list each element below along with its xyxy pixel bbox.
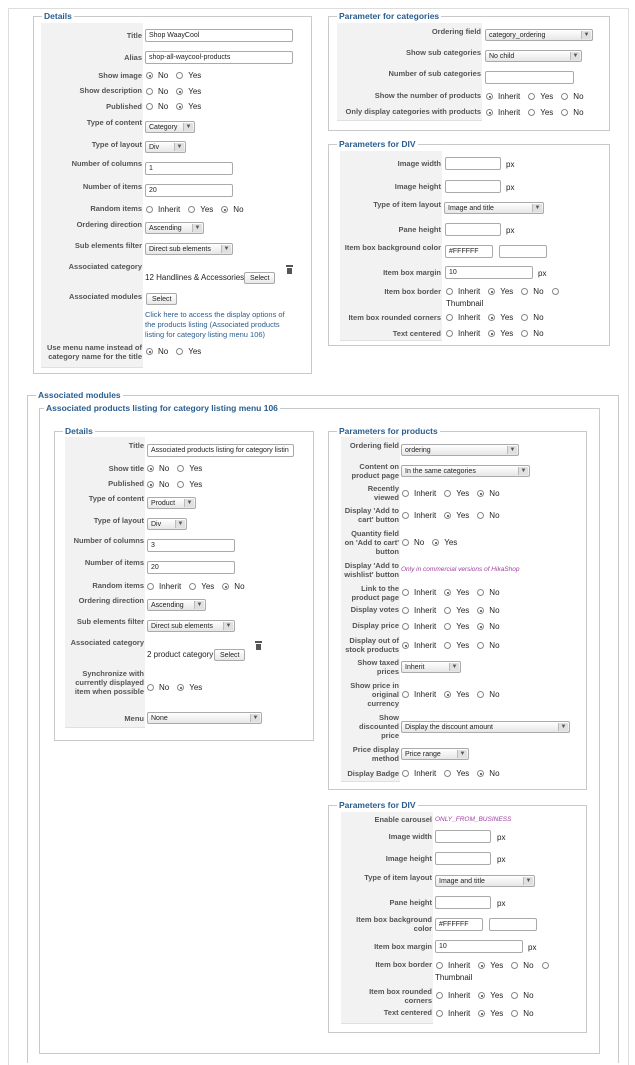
type-layout-label: Type of layout: [91, 140, 142, 149]
prod-ordering-field-label: Ordering field: [349, 441, 399, 450]
assoc-border-label: Item box border: [375, 960, 432, 969]
associated-modules-legend: Associated modules: [38, 390, 121, 400]
title-label: Title: [126, 31, 142, 40]
radio-yes[interactable]: [528, 109, 535, 116]
bg-color-label: Item box background color: [344, 243, 441, 252]
recently-viewed-radios: Inherit Yes No: [402, 489, 500, 499]
published-label: Published: [106, 102, 142, 111]
radio-no[interactable]: [221, 206, 228, 213]
random-items-label: Random items: [90, 204, 142, 213]
assoc-type-content-label: Type of content: [88, 494, 144, 503]
sync-label: Synchronize with currently displayed item when possible: [74, 669, 144, 696]
chevron-down-icon: ▼: [570, 52, 580, 60]
radio-yes[interactable]: [444, 607, 451, 614]
assoc-type-layout-label: Type of layout: [93, 516, 144, 525]
radio-thumbnail[interactable]: [542, 962, 549, 969]
price-radios: Inherit Yes No: [402, 622, 500, 632]
discounted-label: Show discounted price: [358, 713, 399, 740]
radio-yes[interactable]: [488, 288, 495, 295]
badge-radios: Inherit Yes No: [402, 769, 500, 779]
assoc-div-legend: Parameters for DIV: [339, 800, 416, 810]
chevron-down-icon: ▼: [532, 204, 542, 212]
assoc-image-height-input[interactable]: [435, 852, 491, 865]
radio-no[interactable]: [521, 314, 528, 321]
recently-viewed-label: Recently viewed: [367, 484, 399, 502]
num-sub-input[interactable]: [485, 71, 574, 84]
radio-yes[interactable]: [177, 481, 184, 488]
assoc-published-radios: No Yes: [147, 480, 202, 490]
radio-inherit[interactable]: [486, 93, 493, 100]
assoc-item-layout-label: Type of item layout: [364, 873, 432, 882]
rounded-label: Item box rounded corners: [348, 313, 441, 322]
radio-yes[interactable]: [444, 512, 451, 519]
show-description-radios: No Yes: [146, 87, 201, 97]
assoc-category-label: Associated category: [68, 262, 142, 271]
assoc-margin-label: Item box margin: [374, 942, 432, 951]
num-items-input[interactable]: 20: [145, 184, 233, 197]
assoc-num-items-input[interactable]: 20: [147, 561, 235, 574]
show-title-label: Show title: [108, 464, 144, 473]
num-items-label: Number of items: [82, 182, 142, 191]
out-of-stock-radios: Inherit Yes No: [402, 641, 500, 651]
assoc-title-label: Title: [128, 441, 144, 450]
assoc-centered-radios: Inherit Yes No: [436, 1009, 534, 1019]
pane-height-label: Pane height: [398, 225, 441, 234]
chevron-down-icon: ▼: [192, 224, 202, 232]
radio-yes[interactable]: [488, 330, 495, 337]
radio-yes[interactable]: [177, 465, 184, 472]
wishlist-label: Display 'Add to wishlist' button: [344, 561, 399, 579]
border-label: Item box border: [384, 287, 441, 296]
assoc-type-layout-select[interactable]: Div ▼: [147, 518, 187, 530]
chevron-down-icon: ▼: [457, 750, 467, 758]
show-image-radios: No Yes: [146, 71, 201, 81]
title-input[interactable]: Shop WaayCool: [145, 29, 293, 42]
radio-inherit[interactable]: [446, 288, 453, 295]
sync-radios: No Yes: [147, 683, 202, 693]
taxed-select[interactable]: Inherit ▼: [401, 661, 461, 673]
radio-inherit[interactable]: [146, 206, 153, 213]
radio-no[interactable]: [477, 691, 484, 698]
show-title-radios: No Yes: [147, 464, 202, 474]
px-label: px: [497, 899, 506, 908]
chevron-down-icon: ▼: [581, 31, 591, 39]
margin-input[interactable]: 10: [445, 266, 533, 279]
assoc-border-radios: Inherit Yes No: [436, 961, 554, 971]
div-legend: Parameters for DIV: [339, 139, 416, 149]
radio-no[interactable]: [146, 88, 153, 95]
radio-yes[interactable]: [478, 962, 485, 969]
px-label: px: [497, 855, 506, 864]
assoc-category-value: 12 Handlines & Accessories: [145, 273, 245, 282]
select-category-button[interactable]: Select: [244, 272, 275, 284]
radio-inherit[interactable]: [402, 691, 409, 698]
published-radios: No Yes: [146, 102, 201, 112]
radio-inherit[interactable]: [436, 1010, 443, 1017]
thumbnail-label: Thumbnail: [446, 299, 484, 308]
radio-yes[interactable]: [528, 93, 535, 100]
radio-inherit[interactable]: [446, 330, 453, 337]
radio-yes[interactable]: [444, 623, 451, 630]
assoc-type-content-select[interactable]: Product ▼: [147, 497, 196, 509]
radio-yes[interactable]: [176, 103, 183, 110]
radio-yes[interactable]: [432, 539, 439, 546]
radio-yes[interactable]: [478, 1010, 485, 1017]
trash-icon[interactable]: [286, 265, 293, 274]
assoc-rounded-radios: Inherit Yes No: [436, 991, 534, 1001]
radio-inherit[interactable]: [402, 490, 409, 497]
chevron-down-icon: ▼: [174, 143, 184, 151]
link-product-label: Link to the product page: [351, 584, 399, 602]
radio-yes[interactable]: [176, 88, 183, 95]
carousel-value: ONLY_FROM_BUSINESS: [435, 816, 512, 823]
radio-yes[interactable]: [444, 589, 451, 596]
taxed-label: Show taxed prices: [357, 658, 399, 676]
assoc-pane-height-input[interactable]: [435, 896, 491, 909]
assoc-image-width-input[interactable]: [435, 830, 491, 843]
px-label: px: [506, 160, 515, 169]
assoc-pane-height-label: Pane height: [389, 898, 432, 907]
px-label: px: [506, 183, 515, 192]
assoc-select-category-button[interactable]: Select: [214, 649, 245, 661]
assoc-published-label: Published: [108, 479, 144, 488]
radio-no[interactable]: [147, 684, 154, 691]
type-content-label: Type of content: [86, 118, 142, 127]
show-description-label: Show description: [79, 86, 142, 95]
radio-no[interactable]: [561, 109, 568, 116]
chevron-down-icon: ▼: [183, 123, 193, 131]
radio-no[interactable]: [147, 465, 154, 472]
radio-inherit[interactable]: [147, 583, 154, 590]
add-to-cart-label: Display 'Add to cart' button: [344, 506, 399, 524]
radio-thumbnail[interactable]: [552, 288, 559, 295]
chevron-down-icon: ▼: [518, 467, 528, 475]
px-label: px: [497, 833, 506, 842]
radio-no[interactable]: [521, 288, 528, 295]
use-menu-name-label: Use menu name instead of category name for the title: [46, 343, 142, 361]
ordering-direction-select[interactable]: Ascending ▼: [145, 222, 204, 234]
random-items-radios: Inherit Yes No: [146, 205, 244, 215]
centered-radios: Inherit Yes No: [446, 329, 544, 339]
chevron-down-icon: ▼: [507, 446, 517, 454]
radio-inherit[interactable]: [402, 607, 409, 614]
chevron-down-icon: ▼: [250, 714, 260, 722]
num-columns-label: Number of columns: [71, 159, 142, 168]
show-image-label: Show image: [98, 71, 142, 80]
radio-no[interactable]: [402, 539, 409, 546]
radio-inherit[interactable]: [402, 770, 409, 777]
item-layout-label: Type of item layout: [373, 200, 441, 209]
qty-field-radios: No Yes: [402, 538, 457, 548]
radio-no[interactable]: [477, 623, 484, 630]
radio-inherit[interactable]: [402, 642, 409, 649]
wishlist-value: Only in commercial versions of HikaShop: [401, 566, 520, 573]
radio-yes[interactable]: [444, 770, 451, 777]
radio-no[interactable]: [477, 770, 484, 777]
show-number-radios: Inherit Yes No: [486, 92, 584, 102]
margin-label: Item box margin: [383, 268, 441, 277]
orig-currency-radios: Inherit Yes No: [402, 690, 500, 700]
assoc-rounded-label: Item box rounded corners: [369, 987, 432, 1005]
radio-no[interactable]: [511, 1010, 518, 1017]
radio-no[interactable]: [222, 583, 229, 590]
assoc-image-width-label: Image width: [388, 832, 432, 841]
radio-yes[interactable]: [176, 348, 183, 355]
price-method-label: Price display method: [352, 745, 399, 763]
link-product-radios: Inherit Yes No: [402, 588, 500, 598]
bg-color-swatch[interactable]: [499, 245, 547, 258]
radio-no[interactable]: [477, 607, 484, 614]
chevron-down-icon: ▼: [221, 245, 231, 253]
details-legend: Details: [44, 11, 72, 21]
radio-no[interactable]: [477, 642, 484, 649]
bg-color-input[interactable]: #FFFFFF: [445, 245, 493, 258]
chevron-down-icon: ▼: [558, 723, 568, 731]
radio-yes[interactable]: [444, 691, 451, 698]
radio-yes[interactable]: [176, 72, 183, 79]
radio-yes[interactable]: [177, 684, 184, 691]
assoc-centered-label: Text centered: [383, 1008, 432, 1017]
assoc-category-label: Associated category: [70, 638, 144, 647]
radio-no[interactable]: [147, 481, 154, 488]
radio-no[interactable]: [521, 330, 528, 337]
menu-select[interactable]: None ▼: [147, 712, 262, 724]
categories-legend: Parameter for categories: [339, 11, 440, 21]
only-display-radios: Inherit Yes No: [486, 108, 584, 118]
qty-field-label: Quantity field on 'Add to cart' button: [344, 529, 399, 556]
select-modules-button[interactable]: Select: [146, 293, 177, 305]
image-height-input[interactable]: [445, 180, 501, 193]
radio-no[interactable]: [477, 490, 484, 497]
assoc-num-items-label: Number of items: [84, 558, 144, 567]
radio-no[interactable]: [511, 962, 518, 969]
type-content-select[interactable]: Category ▼: [145, 121, 195, 133]
rounded-radios: Inherit Yes No: [446, 313, 544, 323]
show-sub-label: Show sub categories: [405, 48, 481, 57]
border-radios: Inherit Yes No: [446, 287, 564, 297]
ordering-direction-label: Ordering direction: [76, 220, 142, 229]
assoc-listing-legend: Associated products listing for category listing menu 106: [46, 403, 278, 413]
use-menu-name-radios: No Yes: [146, 347, 201, 357]
assoc-bg-color-label: Item box background color: [356, 915, 432, 933]
radio-inherit[interactable]: [402, 512, 409, 519]
radio-no[interactable]: [561, 93, 568, 100]
badge-label: Display Badge: [347, 769, 399, 778]
radio-no[interactable]: [146, 103, 153, 110]
thumbnail-label: Thumbnail: [435, 973, 473, 982]
discounted-select[interactable]: Display the discount amount ▼: [401, 721, 570, 733]
num-columns-input[interactable]: 1: [145, 162, 233, 175]
carousel-label: Enable carousel: [374, 815, 432, 824]
px-label: px: [506, 226, 515, 235]
chevron-down-icon: ▼: [449, 663, 459, 671]
alias-label: Alias: [124, 53, 142, 62]
radio-yes[interactable]: [444, 490, 451, 497]
assoc-category-value: 2 product category: [147, 650, 214, 659]
image-height-label: Image height: [394, 182, 441, 191]
assoc-ordering-direction-select[interactable]: Ascending ▼: [147, 599, 206, 611]
trash-icon[interactable]: [255, 641, 262, 650]
content-on-select[interactable]: In the same categories ▼: [401, 465, 530, 477]
ordering-field-select[interactable]: category_ordering ▼: [485, 29, 593, 41]
radio-yes[interactable]: [478, 992, 485, 999]
assoc-num-columns-input[interactable]: 3: [147, 539, 235, 552]
radio-no[interactable]: [511, 992, 518, 999]
show-sub-select[interactable]: No child ▼: [485, 50, 582, 62]
radio-yes[interactable]: [188, 206, 195, 213]
assoc-modules-label: Associated modules: [69, 292, 142, 301]
ordering-field-label: Ordering field: [431, 27, 481, 36]
votes-radios: Inherit Yes No: [402, 606, 500, 616]
radio-no[interactable]: [477, 589, 484, 596]
radio-yes[interactable]: [488, 314, 495, 321]
price-label: Display price: [352, 621, 399, 630]
radio-no[interactable]: [146, 348, 153, 355]
radio-yes[interactable]: [189, 583, 196, 590]
px-label: px: [538, 269, 547, 278]
radio-yes[interactable]: [444, 642, 451, 649]
assoc-bg-color-swatch[interactable]: [489, 918, 537, 931]
assoc-bg-color-input[interactable]: #FFFFFF: [435, 918, 483, 931]
orig-currency-label: Show price in original currency: [350, 681, 399, 708]
assoc-random-items-radios: Inherit Yes No: [147, 582, 245, 592]
prod-ordering-field-select[interactable]: ordering ▼: [401, 444, 519, 456]
type-layout-select[interactable]: Div ▼: [145, 141, 186, 153]
radio-no[interactable]: [146, 72, 153, 79]
assoc-image-height-label: Image height: [385, 854, 432, 863]
display-options-link[interactable]: Click here to access the display options of the products listing (Associated products listing for category listing menu 106): [145, 310, 285, 339]
chevron-down-icon: ▼: [184, 499, 194, 507]
radio-inherit[interactable]: [436, 992, 443, 999]
sub-elements-select[interactable]: Direct sub elements ▼: [145, 243, 233, 255]
item-layout-select[interactable]: Image and title ▼: [444, 202, 544, 214]
assoc-margin-input[interactable]: 10: [435, 940, 523, 953]
image-width-label: Image width: [397, 159, 441, 168]
only-display-label: Only display categories with products: [345, 107, 481, 116]
add-to-cart-radios: Inherit Yes No: [402, 511, 500, 521]
assoc-item-layout-select[interactable]: Image and title ▼: [435, 875, 535, 887]
radio-inherit[interactable]: [402, 623, 409, 630]
assoc-ordering-direction-label: Ordering direction: [78, 596, 144, 605]
assoc-num-columns-label: Number of columns: [73, 536, 144, 545]
menu-label: Menu: [124, 714, 144, 723]
px-label: px: [528, 943, 537, 952]
out-of-stock-label: Display out of stock products: [345, 636, 399, 654]
sub-elements-label: Sub elements filter: [74, 241, 142, 250]
chevron-down-icon: ▼: [523, 877, 533, 885]
chevron-down-icon: ▼: [194, 601, 204, 609]
assoc-random-items-label: Random items: [92, 581, 144, 590]
assoc-sub-elements-select[interactable]: Direct sub elements ▼: [147, 620, 235, 632]
num-sub-label: Number of sub categories: [388, 69, 481, 78]
price-method-select[interactable]: Price range ▼: [401, 748, 469, 760]
assoc-details-legend: Details: [65, 426, 93, 436]
centered-label: Text centered: [392, 329, 441, 338]
content-on-label: Content on product page: [351, 462, 399, 480]
pane-height-input[interactable]: [445, 223, 501, 236]
radio-no[interactable]: [477, 512, 484, 519]
votes-label: Display votes: [350, 605, 399, 614]
assoc-title-input[interactable]: Associated products listing for category listin: [147, 444, 294, 457]
chevron-down-icon: ▼: [223, 622, 233, 630]
chevron-down-icon: ▼: [175, 520, 185, 528]
show-number-label: Show the number of products: [374, 91, 481, 100]
radio-inherit[interactable]: [446, 314, 453, 321]
radio-inherit[interactable]: [402, 589, 409, 596]
assoc-sub-elements-label: Sub elements filter: [76, 617, 144, 626]
image-width-input[interactable]: [445, 157, 501, 170]
alias-input[interactable]: shop-all-waycool-products: [145, 51, 293, 64]
radio-inherit[interactable]: [436, 962, 443, 969]
radio-inherit[interactable]: [486, 109, 493, 116]
products-legend: Parameters for products: [339, 426, 438, 436]
